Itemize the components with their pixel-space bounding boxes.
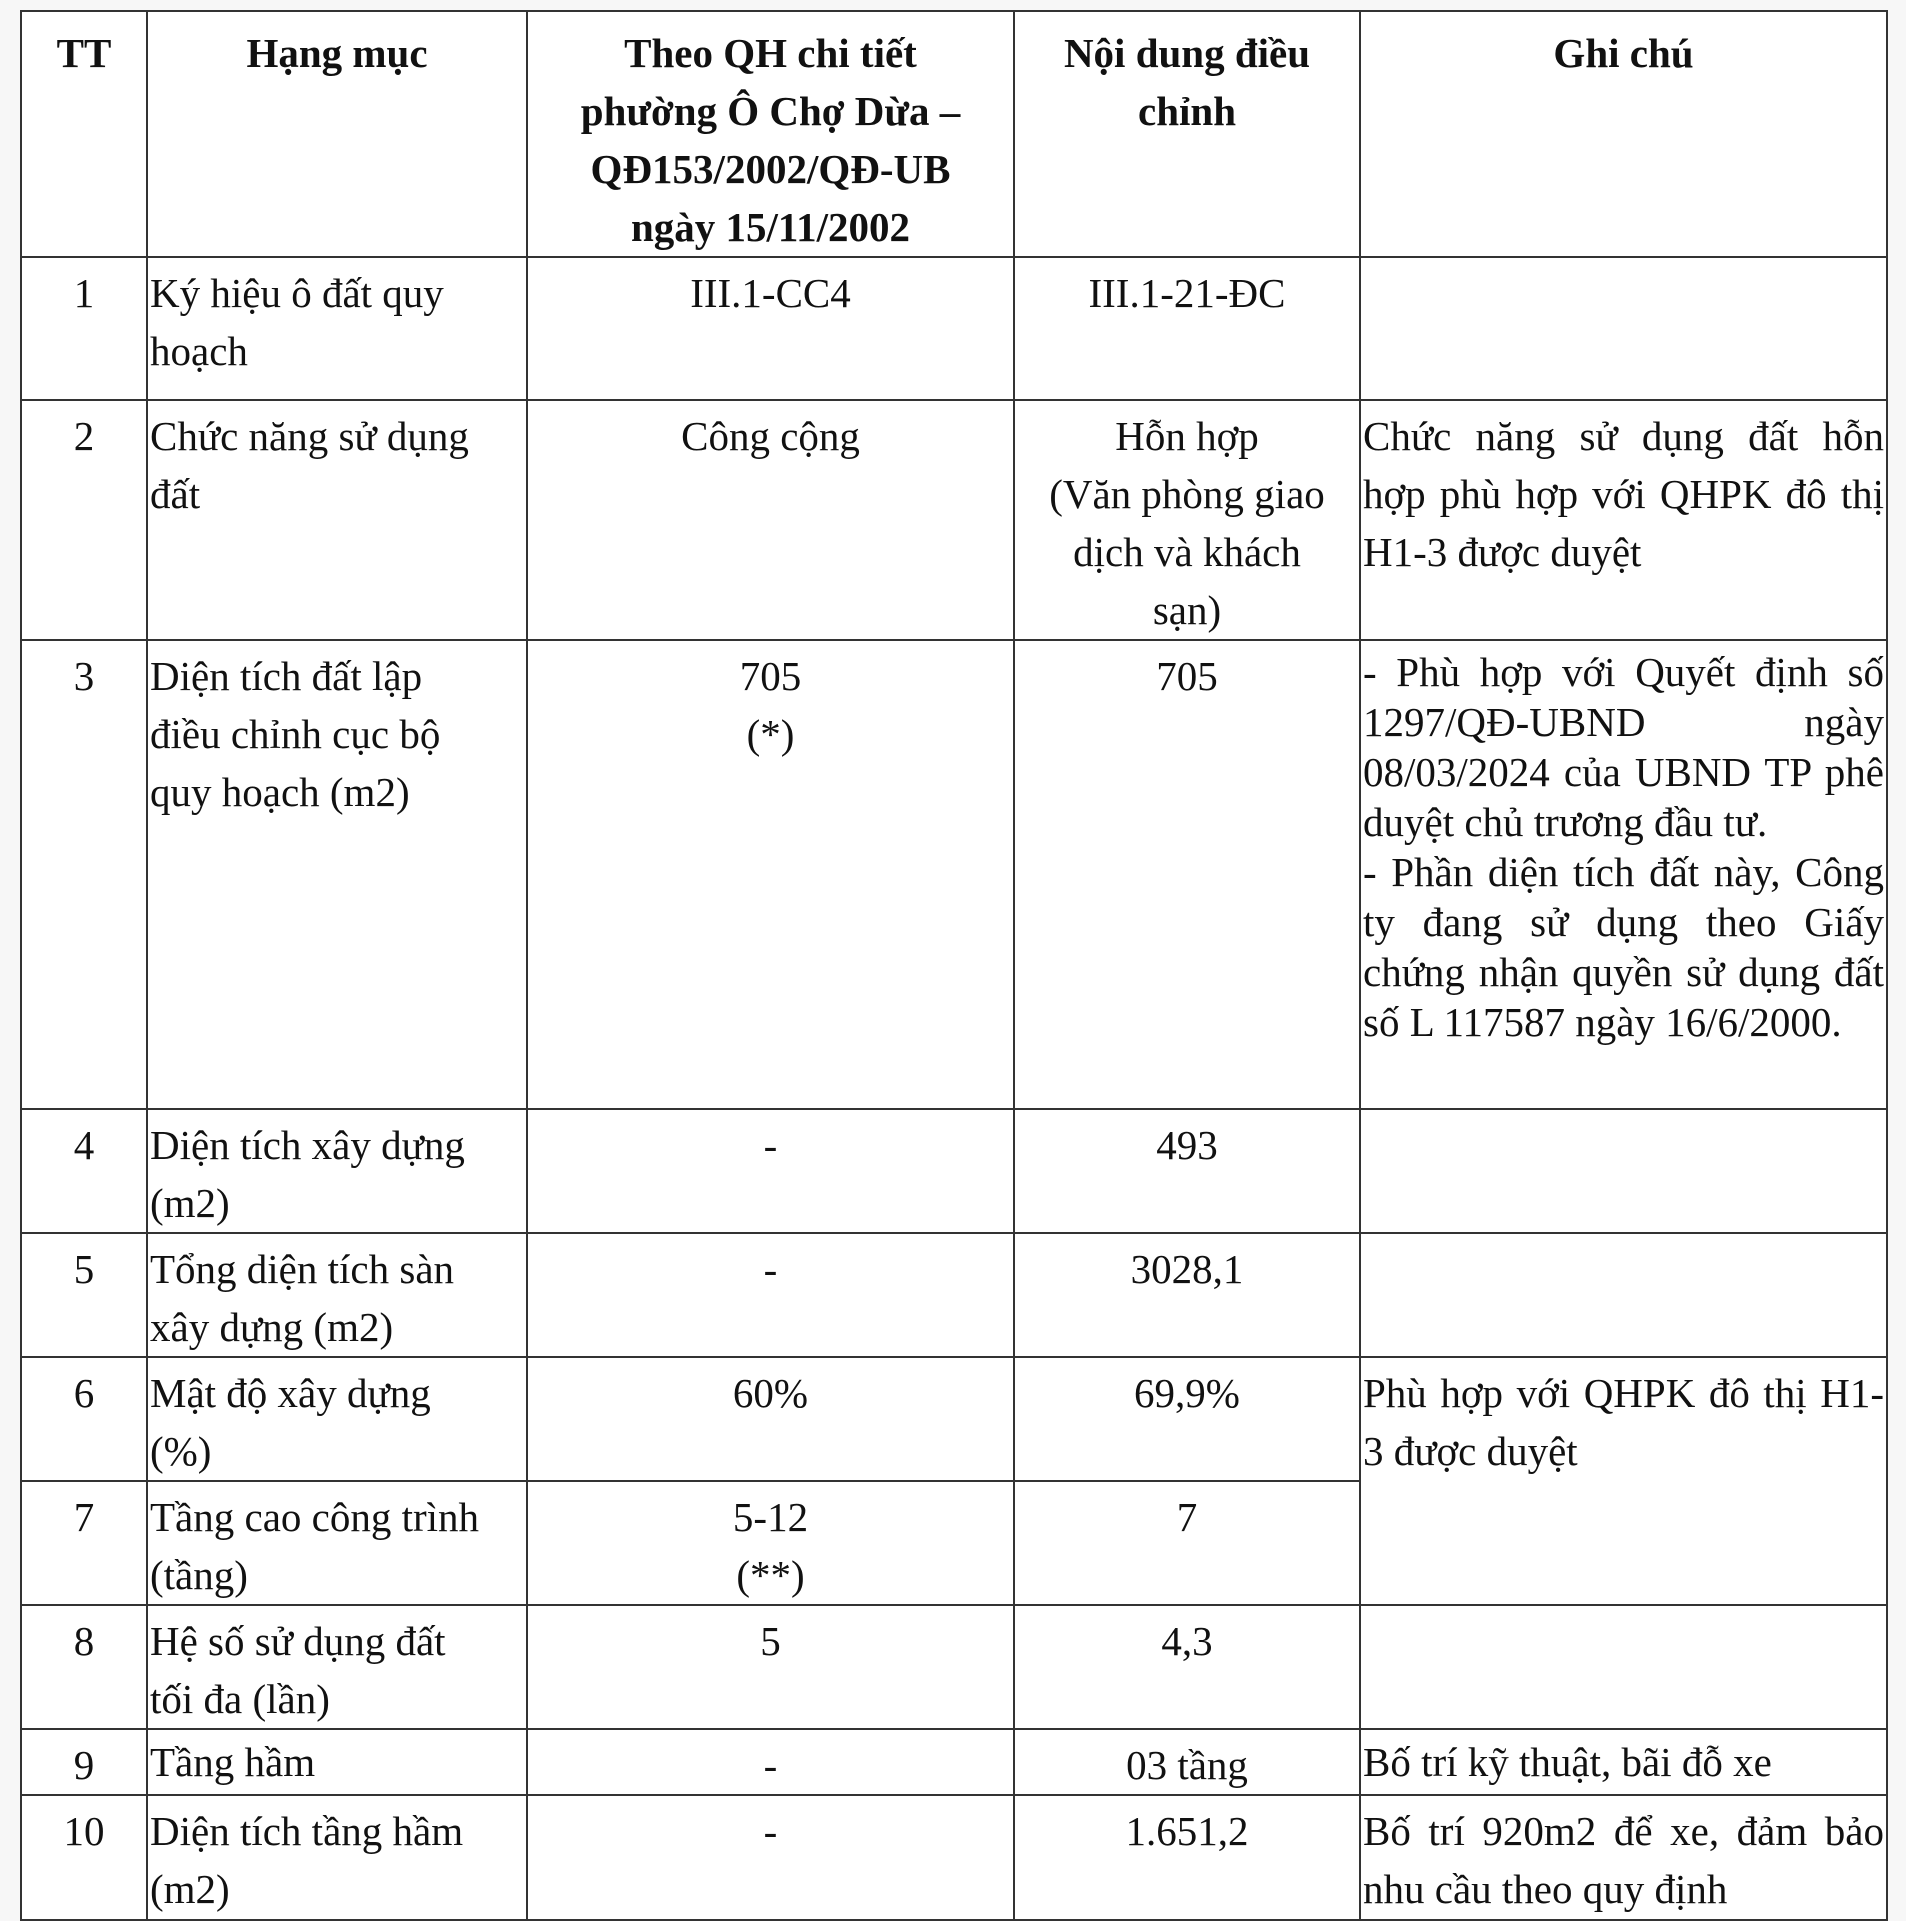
header-adjusted: Nội dung điều chỉnh xyxy=(1014,11,1360,257)
item-cell: Hệ số sử dụng đất tối đa (lần) xyxy=(147,1605,527,1729)
row-number: 9 xyxy=(21,1729,147,1795)
table-row xyxy=(21,1357,1887,1481)
row-number: 7 xyxy=(21,1481,147,1605)
header-item: Hạng mục xyxy=(147,11,527,257)
original-cell: Công cộng xyxy=(527,400,1014,640)
adjusted-cell: 7 xyxy=(1014,1481,1360,1605)
item-cell: Diện tích đất lập điều chỉnh cục bộ quy hoạch (m2) xyxy=(147,640,527,1109)
table-row xyxy=(21,400,1887,640)
table-row xyxy=(21,640,1887,1109)
adjusted-cell: 03 tầng xyxy=(1014,1729,1360,1795)
header-tt: TT xyxy=(21,11,147,257)
note-cell: Bố trí kỹ thuật, bãi đỗ xe xyxy=(1360,1729,1887,1795)
item-cell: Tầng cao công trình (tầng) xyxy=(147,1481,527,1605)
note-cell xyxy=(1360,1605,1887,1729)
note-cell: - Phù hợp với Quyết định số 1297/QĐ-UBND ngày 08/03/2024 của UBND TP phê duyệt chủ trương đầu tư. - Phần diện tích đất này, Công ty đang sử dụng theo Giấy chứng nhận quyền sử dụng đất số L 117587 ngày 16/6/2000. xyxy=(1360,640,1887,1109)
header-note: Ghi chú xyxy=(1360,11,1887,257)
note-cell xyxy=(1360,1233,1887,1357)
table-row xyxy=(21,1109,1887,1233)
table-row xyxy=(21,1729,1887,1795)
adjusted-cell: 69,9% xyxy=(1014,1357,1360,1481)
row-number: 10 xyxy=(21,1795,147,1920)
item-cell: Tổng diện tích sàn xây dựng (m2) xyxy=(147,1233,527,1357)
item-cell: Chức năng sử dụng đất xyxy=(147,400,527,640)
adjusted-cell: 493 xyxy=(1014,1109,1360,1233)
adjusted-cell: 3028,1 xyxy=(1014,1233,1360,1357)
note-cell: Chức năng sử dụng đất hỗn hợp phù hợp với QHPK đô thị H1-3 được duyệt xyxy=(1360,400,1887,640)
item-cell: Diện tích tầng hầm (m2) xyxy=(147,1795,527,1920)
item-cell: Diện tích xây dựng (m2) xyxy=(147,1109,527,1233)
adjusted-cell: 705 xyxy=(1014,640,1360,1109)
item-cell: Mật độ xây dựng (%) xyxy=(147,1357,527,1481)
original-cell: - xyxy=(527,1729,1014,1795)
adjusted-cell: 1.651,2 xyxy=(1014,1795,1360,1920)
table-row xyxy=(21,257,1887,400)
original-cell: 60% xyxy=(527,1357,1014,1481)
table-row xyxy=(21,1233,1887,1357)
note-cell xyxy=(1360,257,1887,400)
adjusted-cell: Hỗn hợp (Văn phòng giao dịch và khách sạn) xyxy=(1014,400,1360,640)
row-number: 6 xyxy=(21,1357,147,1481)
planning-adjustment-table xyxy=(20,10,1888,1921)
note-cell: Phù hợp với QHPK đô thị H1-3 được duyệt xyxy=(1360,1357,1887,1605)
original-cell: 5 xyxy=(527,1605,1014,1729)
row-number: 8 xyxy=(21,1605,147,1729)
row-number: 1 xyxy=(21,257,147,400)
header-original: Theo QH chi tiết phường Ô Chợ Dừa – QĐ153/2002/QĐ-UB ngày 15/11/2002 xyxy=(527,11,1014,257)
original-cell: - xyxy=(527,1233,1014,1357)
note-cell xyxy=(1360,1109,1887,1233)
table-row xyxy=(21,1795,1887,1920)
row-number: 4 xyxy=(21,1109,147,1233)
original-cell: - xyxy=(527,1109,1014,1233)
header-row xyxy=(21,11,1887,257)
row-number: 2 xyxy=(21,400,147,640)
row-number: 3 xyxy=(21,640,147,1109)
item-cell: Ký hiệu ô đất quy hoạch xyxy=(147,257,527,400)
original-cell: III.1-CC4 xyxy=(527,257,1014,400)
original-cell: 705 (*) xyxy=(527,640,1014,1109)
adjusted-cell: 4,3 xyxy=(1014,1605,1360,1729)
adjusted-cell: III.1-21-ĐC xyxy=(1014,257,1360,400)
item-cell: Tầng hầm xyxy=(147,1729,527,1795)
original-cell: 5-12 (**) xyxy=(527,1481,1014,1605)
note-cell: Bố trí 920m2 để xe, đảm bảo nhu cầu theo quy định xyxy=(1360,1795,1887,1920)
table-row xyxy=(21,1605,1887,1729)
original-cell: - xyxy=(527,1795,1014,1920)
row-number: 5 xyxy=(21,1233,147,1357)
